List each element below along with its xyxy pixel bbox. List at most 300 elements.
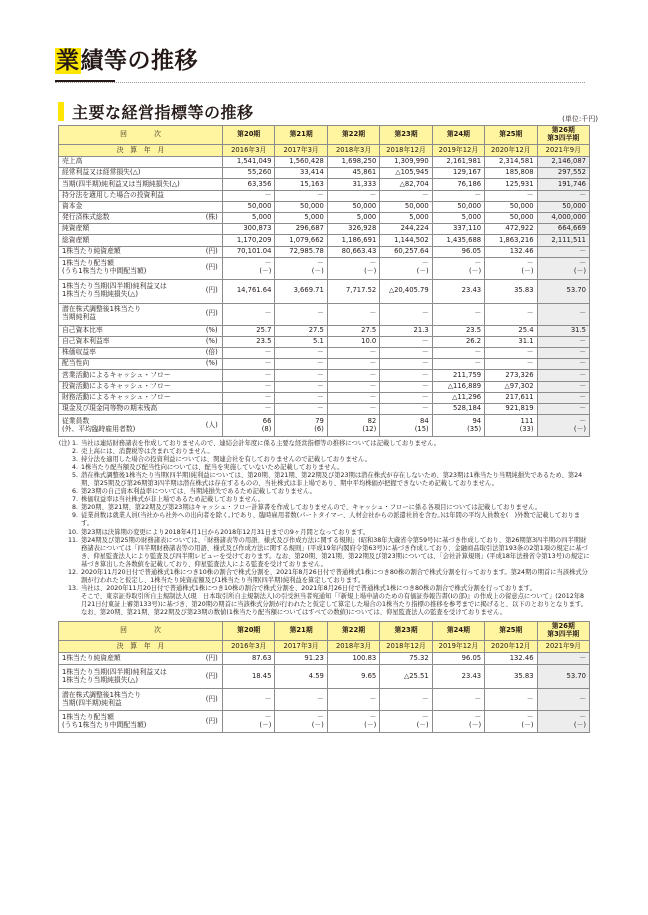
value-cell: 60,257.64	[380, 246, 432, 257]
row-unit: (%)	[202, 359, 223, 370]
value-top: －	[369, 712, 377, 721]
header-period-current	[537, 622, 589, 641]
value-cell: 5,000	[380, 212, 432, 223]
value-cell: 31,333	[327, 179, 379, 190]
row-label: 資本金	[59, 201, 223, 212]
value-cell: △11,296	[432, 392, 484, 403]
period-line-1: 第26期	[551, 622, 575, 631]
header-date: 2018年12月	[380, 641, 432, 653]
value-bottom: (－)	[364, 267, 377, 276]
value-cell: －	[223, 303, 275, 325]
value-bottom: (－)	[364, 720, 377, 729]
value-cell: －	[275, 689, 327, 711]
value-cell: △20,405.79	[380, 279, 432, 303]
value-cell: 1,079,662	[275, 235, 327, 246]
value-cell: 2,161,981	[432, 157, 484, 168]
value-bottom: (8)	[261, 424, 272, 433]
table-row	[59, 168, 590, 179]
row-label: 現金及び現金同等物の期末残高	[59, 404, 223, 415]
value-cell: －	[380, 303, 432, 325]
value-cell: 2,314,581	[485, 157, 537, 168]
value-cell: 76,186	[432, 179, 484, 190]
table-row	[59, 157, 590, 168]
value-top: 94	[472, 416, 482, 425]
table-row	[59, 711, 590, 733]
note-item	[58, 472, 590, 488]
header-date: 2019年12月	[432, 641, 484, 653]
table-row	[59, 370, 590, 381]
value-top: 111	[520, 416, 534, 425]
header-period: 第23期	[380, 622, 432, 641]
row-label-line-1: 1株当たり配当額	[62, 712, 114, 721]
value-cell: 18.45	[223, 665, 275, 689]
value-cell: 2,111,511	[537, 235, 589, 246]
header-period: 第21期	[275, 126, 327, 145]
value-cell: 9.65	[327, 665, 379, 689]
value-cell: 4,000,000	[537, 212, 589, 223]
value-cell: 1,863,216	[485, 235, 537, 246]
value-bottom: (－)	[311, 720, 324, 729]
table-row	[59, 415, 590, 437]
per-share-table	[58, 621, 590, 733]
header-period: 第24期	[432, 126, 484, 145]
value-cell: 55,260	[223, 168, 275, 179]
note-text: 第23期の自己資本利益率については、当期純損失であるため記載しておりません。	[81, 488, 316, 496]
value-cell: －	[380, 392, 432, 403]
value-cell: 217,611	[485, 392, 537, 403]
row-unit: (%)	[202, 325, 223, 336]
value-top: －	[421, 259, 429, 268]
value-cell	[380, 711, 432, 733]
row-label: 1株当たり純資産額	[59, 653, 202, 665]
row-label	[59, 711, 202, 733]
value-cell: 132.46	[485, 246, 537, 257]
value-cell: 50,000	[485, 212, 537, 223]
value-top: －	[264, 259, 272, 268]
row-label: 配当性向	[59, 359, 202, 370]
value-cell: 45,861	[327, 168, 379, 179]
header-row-period	[59, 622, 590, 641]
value-cell: －	[327, 381, 379, 392]
value-cell: －	[380, 370, 432, 381]
header-period: 第20期	[223, 126, 275, 145]
header-date: 2016年3月	[223, 641, 275, 653]
value-cell: 53.70	[537, 665, 589, 689]
row-label	[59, 279, 202, 303]
table-row	[59, 279, 590, 303]
value-bottom: (－)	[416, 720, 429, 729]
row-unit: (円)	[202, 257, 223, 279]
value-cell: －	[275, 370, 327, 381]
value-cell: －	[380, 404, 432, 415]
value-cell: 72,985.78	[275, 246, 327, 257]
value-cell: 23.5	[432, 325, 484, 336]
value-cell	[380, 257, 432, 279]
note-text: 第24期及び第25期の財務諸表については、「財務諸表等の用語、様式及び作成方法に関する規則」(昭和38年大蔵省令第59号)に基づき作成しており、第26期第3四半期の四半期財務諸表については「四半期財務諸表等の用語、様式及び作成方法に関する規則」(平成19年内閣府令第63号)に基づき作成しており、金融商品取引法第193条の2第1項の規定に基づき、仰星監査法人により監査及び四半期レビューを受けております。なお、第20期、第21期、第22期及び第23期については、「会社計算規則」(平成18年法務省令第13号)の規定に基づき算出した各数値を記載しており、仰星監査法人による監査を受けておりません。	[81, 536, 590, 568]
row-label-line-1: 1株当たり当期(四半期)純利益又は	[62, 667, 167, 676]
value-cell: －	[537, 689, 589, 711]
note-number: 5.	[71, 472, 78, 480]
table-row	[59, 246, 590, 257]
section-title: 主要な経営指標等の推移	[72, 103, 254, 122]
value-cell: 23.43	[432, 279, 484, 303]
row-label: 自己資本利益率	[59, 336, 202, 347]
value-bottom: (－)	[311, 267, 324, 276]
value-cell: 185,808	[485, 168, 537, 179]
value-cell: 35.83	[485, 279, 537, 303]
note-number: 11.	[67, 536, 78, 544]
row-label	[59, 257, 202, 279]
unit-note: (単位:千円)	[562, 115, 598, 123]
table-row	[59, 381, 590, 392]
header-date: 2016年3月	[223, 145, 275, 157]
header-period: 第20期	[223, 622, 275, 641]
row-label-line-2: (うち1株当たり中間配当額)	[62, 720, 147, 729]
value-top: －	[421, 712, 429, 721]
header-row-period	[59, 126, 590, 145]
table-row	[59, 359, 590, 370]
table-row	[59, 404, 590, 415]
value-cell: 300,873	[223, 224, 275, 235]
value-cell: △105,945	[380, 168, 432, 179]
value-cell: －	[327, 359, 379, 370]
note-text: 当社は連結財務諸表を作成しておりませんので、連結会計年度に係る主要な経営指標等の推移については記載しておりません。	[81, 440, 441, 447]
value-cell: 15,163	[275, 179, 327, 190]
value-top: －	[369, 259, 377, 268]
value-cell: －	[485, 303, 537, 325]
value-top: 66	[262, 416, 272, 425]
value-cell	[327, 415, 379, 437]
note-item	[58, 537, 590, 569]
value-cell: 33,414	[275, 168, 327, 179]
value-cell: 5,000	[223, 212, 275, 223]
value-cell: －	[537, 359, 589, 370]
value-cell: 27.5	[327, 325, 379, 336]
header-period: 第21期	[275, 622, 327, 641]
note-number: 2.	[71, 448, 78, 456]
table-row	[59, 689, 590, 711]
value-cell: －	[432, 359, 484, 370]
value-bottom: (－)	[416, 267, 429, 276]
value-cell: －	[275, 190, 327, 201]
value-cell: －	[380, 190, 432, 201]
value-cell: 211,759	[432, 370, 484, 381]
value-cell: 1,698,250	[327, 157, 379, 168]
note-number: 13.	[67, 584, 78, 592]
value-cell: －	[327, 190, 379, 201]
value-cell: 70,101.04	[223, 246, 275, 257]
value-cell: －	[380, 689, 432, 711]
value-bottom: (－)	[573, 424, 586, 433]
value-cell: 664,669	[537, 224, 589, 235]
value-bottom: (12)	[362, 424, 377, 433]
value-cell: 5,000	[327, 212, 379, 223]
header-period: 第23期	[380, 126, 432, 145]
header-period-label: 回 次	[59, 126, 223, 145]
row-label: 当期(四半期)純利益又は当期純損失(△)	[59, 179, 223, 190]
row-unit: (人)	[202, 415, 223, 437]
value-top: 82	[367, 416, 377, 425]
value-cell	[432, 711, 484, 733]
row-label	[59, 665, 202, 689]
note-text: 売上高には、消費税等は含まれておりません。	[81, 448, 214, 456]
header-period: 第22期	[327, 622, 379, 641]
value-cell: －	[537, 653, 589, 665]
header-period: 第25期	[485, 126, 537, 145]
value-cell: －	[485, 190, 537, 201]
value-bottom: (－)	[521, 267, 534, 276]
header-period: 第24期	[432, 622, 484, 641]
value-cell	[537, 711, 589, 733]
value-cell: 326,928	[327, 224, 379, 235]
value-cell: 27.5	[275, 325, 327, 336]
value-cell	[485, 711, 537, 733]
value-cell	[223, 415, 275, 437]
value-bottom: (－)	[573, 720, 586, 729]
table-row	[59, 392, 590, 403]
row-unit: (円)	[202, 303, 223, 325]
note-item	[58, 456, 590, 464]
header-period-label: 回 次	[59, 622, 223, 641]
value-cell	[537, 415, 589, 437]
value-cell: 50,000	[275, 201, 327, 212]
row-unit: (株)	[202, 212, 223, 223]
value-cell	[275, 257, 327, 279]
note-text: 当社は、2020年11月20日付で普通株式1株につき10株の割合で株式分割を、2021年8月26日付で普通株式1株につき80株の割合で株式分割を行っております。 そこで、東京証券取引所自主規制法人(現 日本取引所自主規制法人)の引受担当者宛通知「『新規上場申請のための有価証券報告書(Ⅰの部)』の作成上の留意点について」(2012年8月21日付東証上審第133号)に基づき、第20期の期首に当該株式分割が行われたと仮定して算定した場合の1株当たり指標の推移を参考までに掲げると、以下のとおりとなります。 なお、第20期、第21期、第22期及び第23期の数値(1株当たり配当額についてはすべての数値)については、仰星監査法人の監査を受けておりません。	[81, 584, 588, 616]
value-bottom: (15)	[414, 424, 429, 433]
row-label: 売上高	[59, 157, 223, 168]
value-cell: 10.0	[327, 336, 379, 347]
value-bottom: (－)	[573, 267, 586, 276]
value-cell: 5,000	[275, 212, 327, 223]
value-cell: －	[485, 689, 537, 711]
value-cell: －	[380, 348, 432, 359]
value-cell: －	[432, 689, 484, 711]
row-label: 1株当たり純資産額	[59, 246, 202, 257]
value-cell: －	[537, 392, 589, 403]
value-bottom: (6)	[314, 424, 324, 433]
value-cell: 100.83	[327, 653, 379, 665]
value-cell: 91.23	[275, 653, 327, 665]
value-top: －	[526, 712, 534, 721]
row-label-line-2: 1株当たり当期純損失(△)	[62, 290, 139, 299]
value-cell: 297,552	[537, 168, 589, 179]
note-number: 3.	[71, 456, 78, 464]
value-cell	[327, 711, 379, 733]
value-cell: －	[537, 336, 589, 347]
value-cell	[223, 257, 275, 279]
value-top: －	[579, 416, 586, 425]
value-cell: －	[223, 404, 275, 415]
period-line-1: 第26期	[551, 126, 575, 135]
note-item	[58, 464, 590, 472]
value-cell: 96.05	[432, 246, 484, 257]
row-label: 自己資本比率	[59, 325, 202, 336]
value-cell: －	[275, 404, 327, 415]
table-row	[59, 348, 590, 359]
header-date: 2021年9月	[537, 145, 589, 157]
value-cell: 53.70	[537, 279, 589, 303]
header-date: 2020年12月	[485, 641, 537, 653]
table-row	[59, 336, 590, 347]
value-top: 79	[315, 416, 324, 425]
value-cell: 25.7	[223, 325, 275, 336]
value-cell: －	[380, 381, 432, 392]
row-label: 投資活動によるキャッシュ・フロー	[59, 381, 223, 392]
value-cell: △116,889	[432, 381, 484, 392]
row-unit: (円)	[202, 279, 223, 303]
value-cell: 26.2	[432, 336, 484, 347]
value-cell: 5,000	[432, 212, 484, 223]
value-cell: 63,356	[223, 179, 275, 190]
value-cell: －	[327, 370, 379, 381]
row-label-line-1: 潜在株式調整後1株当たり	[62, 690, 142, 699]
value-cell	[380, 415, 432, 437]
note-text: 持分法を適用した場合の投資利益については、関連会社を有しておりませんので記載しておりません。	[81, 456, 371, 464]
note-item	[58, 440, 590, 448]
section-heading	[58, 100, 254, 123]
value-cell	[223, 711, 275, 733]
value-bottom: (33)	[519, 424, 534, 433]
value-cell: 125,931	[485, 179, 537, 190]
value-cell	[275, 415, 327, 437]
row-label-line-2: 当期純利益	[62, 313, 96, 322]
note-text: 2020年11月20日付で普通株式1株につき10株の割合で株式分割を、2021年8月26日付で普通株式1株につき80株の割合で株式分割を行っております。第24期の期首に当該株式分割が行われたと仮定し、1株当たり純資産額及び1株当たり当期(四半期)純利益を算定しております。	[81, 568, 588, 584]
row-label-line-2: 1株当たり当期純損失(△)	[62, 675, 139, 684]
value-cell: 31.5	[537, 325, 589, 336]
value-cell: －	[537, 348, 589, 359]
row-unit: (円)	[202, 653, 223, 665]
value-cell: 273,326	[485, 370, 537, 381]
row-label	[59, 415, 202, 437]
row-label	[59, 689, 202, 711]
note-item	[58, 585, 590, 617]
value-cell: 50,000	[537, 201, 589, 212]
row-unit: (倍)	[202, 348, 223, 359]
period-line-2: 第3四半期	[547, 630, 580, 638]
value-cell	[327, 257, 379, 279]
value-cell: 50,000	[432, 201, 484, 212]
title-rule	[55, 82, 585, 83]
note-number: 6.	[71, 488, 78, 496]
row-label	[59, 303, 202, 325]
value-top: －	[317, 712, 324, 721]
row-label-line-1: 1株当たり当期(四半期)純利益又は	[62, 282, 167, 291]
value-top: －	[579, 712, 586, 721]
value-cell: 1,144,502	[380, 235, 432, 246]
value-cell: －	[327, 348, 379, 359]
note-number: (注) 1.	[58, 440, 78, 447]
row-unit: (円)	[202, 665, 223, 689]
value-cell	[485, 415, 537, 437]
row-label-line-2: 当期(四半期)純利益	[62, 698, 122, 707]
value-cell: 337,110	[432, 224, 484, 235]
table-row	[59, 179, 590, 190]
value-cell: △97,302	[485, 381, 537, 392]
row-unit: (円)	[202, 246, 223, 257]
row-label-line-2: (外、平均臨時雇用者数)	[62, 424, 136, 433]
row-unit: (%)	[202, 336, 223, 347]
value-cell: 50,000	[223, 201, 275, 212]
value-cell: 21.3	[380, 325, 432, 336]
value-top: －	[579, 259, 586, 268]
value-cell: 528,184	[432, 404, 484, 415]
value-cell: －	[380, 336, 432, 347]
value-cell: －	[275, 348, 327, 359]
table-row	[59, 665, 590, 689]
value-cell: －	[223, 689, 275, 711]
value-cell: 3,669.71	[275, 279, 327, 303]
value-cell	[537, 257, 589, 279]
row-unit: (円)	[202, 711, 223, 733]
row-label: 株価収益率	[59, 348, 202, 359]
value-cell: －	[275, 303, 327, 325]
value-cell: 129,167	[432, 168, 484, 179]
value-top: －	[317, 259, 324, 268]
value-cell: －	[537, 246, 589, 257]
value-cell: 472,922	[485, 224, 537, 235]
value-cell: －	[537, 303, 589, 325]
note-item	[58, 569, 590, 585]
row-label: 経常利益又は経常損失(△)	[59, 168, 223, 179]
value-cell: 87.63	[223, 653, 275, 665]
value-cell: －	[327, 303, 379, 325]
value-cell: 96.05	[432, 653, 484, 665]
note-number: 9.	[71, 512, 78, 520]
page-title	[55, 42, 198, 75]
value-cell: －	[485, 359, 537, 370]
value-cell: 50,000	[485, 201, 537, 212]
value-cell: －	[223, 359, 275, 370]
table-row	[59, 257, 590, 279]
value-bottom: (－)	[521, 720, 534, 729]
value-cell	[485, 257, 537, 279]
value-bottom: (－)	[259, 720, 272, 729]
row-label: 総資産額	[59, 235, 223, 246]
value-bottom: (35)	[467, 424, 482, 433]
value-cell: 23.43	[432, 665, 484, 689]
row-label: 営業活動によるキャッシュ・フロー	[59, 370, 223, 381]
header-row-date	[59, 145, 590, 157]
value-cell: 921,819	[485, 404, 537, 415]
value-top: 84	[420, 416, 429, 425]
value-cell: －	[537, 404, 589, 415]
row-label: 発行済株式総数	[59, 212, 202, 223]
value-cell: 23.5	[223, 336, 275, 347]
note-text: 従業員数は就業人員(当社から社外への出向者を除く。)であり、臨時雇用者数(パートタイマー、人材会社からの派遣社員を含む。)は年間の平均人員数を( )外数で記載しております。	[81, 512, 581, 528]
table-row	[59, 201, 590, 212]
header-date: 2019年12月	[432, 145, 484, 157]
header-period: 第25期	[485, 622, 537, 641]
note-text: 第23期は決算期の変更により2018年4月1日から2018年12月31日までの9ヶ月間となっております。	[81, 528, 369, 536]
header-date-label: 決 算 年 月	[59, 641, 223, 653]
note-item	[58, 512, 590, 528]
value-cell: 1,309,990	[380, 157, 432, 168]
value-cell: △25.51	[380, 665, 432, 689]
header-period: 第22期	[327, 126, 379, 145]
value-cell: 296,687	[275, 224, 327, 235]
value-cell: －	[275, 381, 327, 392]
value-cell: 4.59	[275, 665, 327, 689]
section-bar	[58, 102, 64, 121]
header-period-current	[537, 126, 589, 145]
note-item	[58, 448, 590, 456]
note-item	[58, 529, 590, 537]
value-cell: 1,170,209	[223, 235, 275, 246]
value-cell: －	[223, 348, 275, 359]
value-bottom: (－)	[469, 267, 482, 276]
table-row	[59, 303, 590, 325]
